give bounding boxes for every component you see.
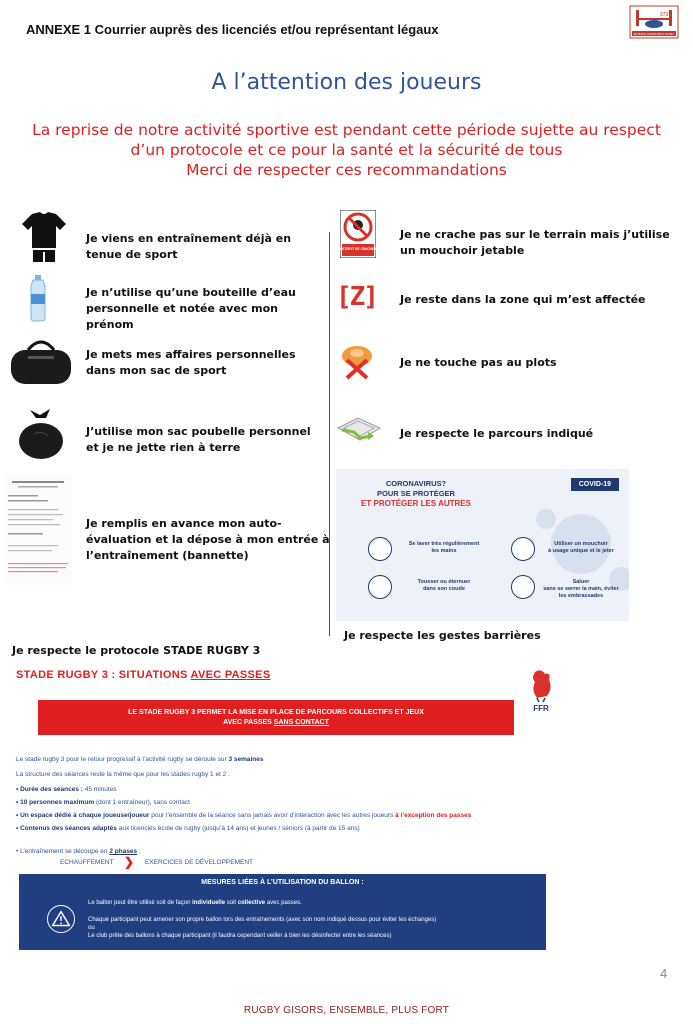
covid-cell-text: Utiliser un mouchoir (554, 541, 608, 547)
line-bold: • Durée des séances : (16, 786, 85, 793)
ball-measure-line-2: Chaque participant peut amener son propre ballon lors des entraînements (avec son nom indiqué dessus pour éviter les échanges) (88, 917, 437, 923)
ffr-logo (527, 668, 555, 714)
stade-line-dedicated-space (16, 811, 471, 820)
ball-measure-line-4: Le club prête des ballons à chaque participant (il faudra cependant veiller à bien les désinfecter entre les séances) (88, 933, 392, 939)
line-bold: 3 semaines (228, 756, 264, 763)
protocol-note: Je respecte le protocole STADE RUGBY 3 (12, 644, 261, 657)
tissue-icon (511, 537, 535, 561)
stade-section-title (16, 669, 270, 681)
ball-measure-line-3: ou (88, 925, 95, 931)
covid-cell-tissue (541, 541, 621, 555)
line-text: : (137, 848, 141, 855)
banner-underlined: SANS CONTACT (273, 719, 329, 726)
stade-line-duration-weeks (16, 755, 264, 764)
zone-icon: [Z] (336, 282, 377, 312)
stade-banner (38, 700, 514, 735)
line-text: Le stade rugby 3 pour le retour progressif à l’activité rugby se déroule sur (16, 756, 229, 763)
page-number: 4 (660, 966, 668, 981)
covid-cell-no-handshake (541, 579, 621, 600)
stade-line-phases (16, 847, 141, 856)
line-bold: 2 phases (109, 848, 138, 855)
covid-cell-text: les mains (431, 548, 457, 554)
rule-water-bottle: Je n’utilise qu’une bouteille d’eau personnelle et notée avec mon prénom (86, 286, 296, 331)
cough-elbow-icon (368, 575, 392, 599)
ball-measure-line-1 (88, 899, 302, 907)
line-text: aux licenciés école de rugby (jusqu’à 14 ans) et jeunes / séniors (à partir de 15 ans) (116, 825, 360, 832)
svg-text:ENTENTE GISORS BRAY RUGBY: ENTENTE GISORS BRAY RUGBY (633, 33, 675, 36)
rule-follow-course: Je respecte le parcours indiqué (400, 427, 594, 440)
rule-sport-outfit: Je viens en entraînement déjà en tenue de sport (86, 232, 292, 261)
jersey-icon (18, 210, 70, 268)
line-bold: • 10 personnes maximum (16, 799, 95, 806)
stade-line-structure: La structure des séances reste la même que pour les stades rugby 1 et 2 : (16, 771, 230, 778)
wash-hands-icon (368, 537, 392, 561)
intro-text (20, 120, 673, 180)
covid-title-line-2: POUR SE PROTÉGER (377, 489, 455, 498)
svg-text:INTERDIT DE CRACHER: INTERDIT DE CRACHER (340, 247, 376, 251)
line-bold: • Contenus des séances adaptés (16, 825, 117, 832)
sport-bag-icon (8, 336, 74, 388)
rule-sport-bag: Je mets mes affaires personnelles dans mon sac de sport (86, 348, 296, 377)
trash-bag-icon (16, 408, 66, 460)
stade-line-max-people (16, 798, 190, 807)
rule-self-assessment: Je remplis en avance mon auto-évaluation et la dépose à mon entrée à l’entraînement (bannette) (86, 517, 330, 562)
club-logo (628, 4, 680, 40)
barrier-gestures-note: Je respecte les gestes barrières (344, 629, 541, 642)
line-text: (dont 1 entraîneur), sans contact (94, 799, 190, 806)
covid-tag: COVID-19 (571, 478, 619, 491)
banner-line-1: LE STADE RUGBY 3 PERMET LA MISE EN PLACE DE PARCOURS COLLECTIFS ET JEUX (128, 709, 424, 716)
column-divider (329, 232, 330, 636)
covid-cell-text: à usage unique et le jeter (548, 548, 614, 554)
line-text: pour l’ensemble de la séance sans jamais avoir d’interaction avec les autres joueurs (149, 812, 396, 819)
rule-assigned-zone: Je reste dans la zone qui m’est affectée (400, 293, 646, 306)
banner-text: AVEC PASSES (223, 719, 274, 726)
covid-title (336, 479, 496, 499)
document-header-title: ANNEXE 1 Courrier auprès des licenciés et/ou représentant légaux (26, 22, 439, 37)
box-text: avec passes. (265, 900, 302, 906)
phase-warmup: ECHAUFFEMENT (60, 859, 114, 866)
svg-text:FFR: FFR (533, 704, 549, 713)
stade-line-adapted-content (16, 824, 360, 833)
maze-icon (336, 414, 382, 450)
line-red: à l’exception des passes (395, 812, 472, 819)
covid-cell-text: dans son coude (423, 586, 465, 592)
covid-subtitle: ET PROTÉGER LES AUTRES (361, 499, 471, 508)
chevron-right-icon: ❯ (124, 855, 135, 869)
footer-slogan: RUGBY GISORS, ENSEMBLE, PLUS FORT (243, 1005, 450, 1016)
svg-text:973: 973 (660, 12, 669, 18)
box-text: soit (225, 900, 238, 906)
stade-title-underlined: AVEC PASSES (190, 669, 271, 681)
banner-line-2 (38, 718, 514, 728)
cone-icon (340, 338, 374, 380)
covid-cell-wash-hands (404, 541, 484, 555)
covid-cell-text: Saluer (572, 579, 590, 585)
stade-line-session-duration (16, 785, 117, 794)
water-bottle-icon (26, 274, 50, 322)
phase-development: EXERCICES DE DÉVELOPPEMENT (145, 859, 253, 866)
covid-cell-text: Se laver très régulièrement (408, 541, 480, 547)
intro-line-3: Merci de respecter ces recommandations (186, 161, 507, 179)
ball-measures-box (19, 874, 546, 950)
covid-cell-cough (404, 579, 484, 593)
ball-measures-title: MESURES LIÉES À L’UTILISATION DU BALLON : (201, 879, 364, 886)
covid-cell-text: sans se serrer la main, éviter les embrassades (543, 586, 619, 599)
line-text: • L’entraînement se découpe en (16, 848, 110, 855)
rule-no-touch-cones: Je ne touche pas au plots (400, 356, 557, 369)
no-spitting-icon (340, 210, 376, 258)
line-bold: • Un espace dédié à chaque joueuse/joueur (16, 812, 150, 819)
line-text: 45 minutes (84, 786, 117, 793)
box-bold: collective (237, 900, 266, 906)
page-title: A l’attention des joueurs (211, 70, 482, 95)
stade-title-text: STADE RUGBY 3 : SITUATIONS (16, 669, 191, 681)
covid-cell-text: Tousser ou éternuer (417, 579, 471, 585)
warning-icon (47, 905, 75, 933)
form-document-icon (4, 475, 72, 585)
box-text: Le ballon peut être utilisé soit de façon (88, 900, 193, 906)
intro-line-2: d’un protocole et ce pour la santé et la sécurité de tous (130, 141, 563, 159)
rule-no-spitting: Je ne crache pas sur le terrain mais j’utilise un mouchoir jetable (400, 228, 670, 257)
rule-trash-bag: J’utilise mon sac poubelle personnel et je ne jette rien à terre (86, 425, 311, 454)
box-bold: individuelle (192, 900, 226, 906)
intro-line-1: La reprise de notre activité sportive est pendant cette période sujette au respect (32, 121, 661, 139)
covid-title-line-1: CORONAVIRUS? (385, 479, 447, 488)
covid-barrier-gestures-panel (336, 469, 629, 621)
no-handshake-icon (511, 575, 535, 599)
